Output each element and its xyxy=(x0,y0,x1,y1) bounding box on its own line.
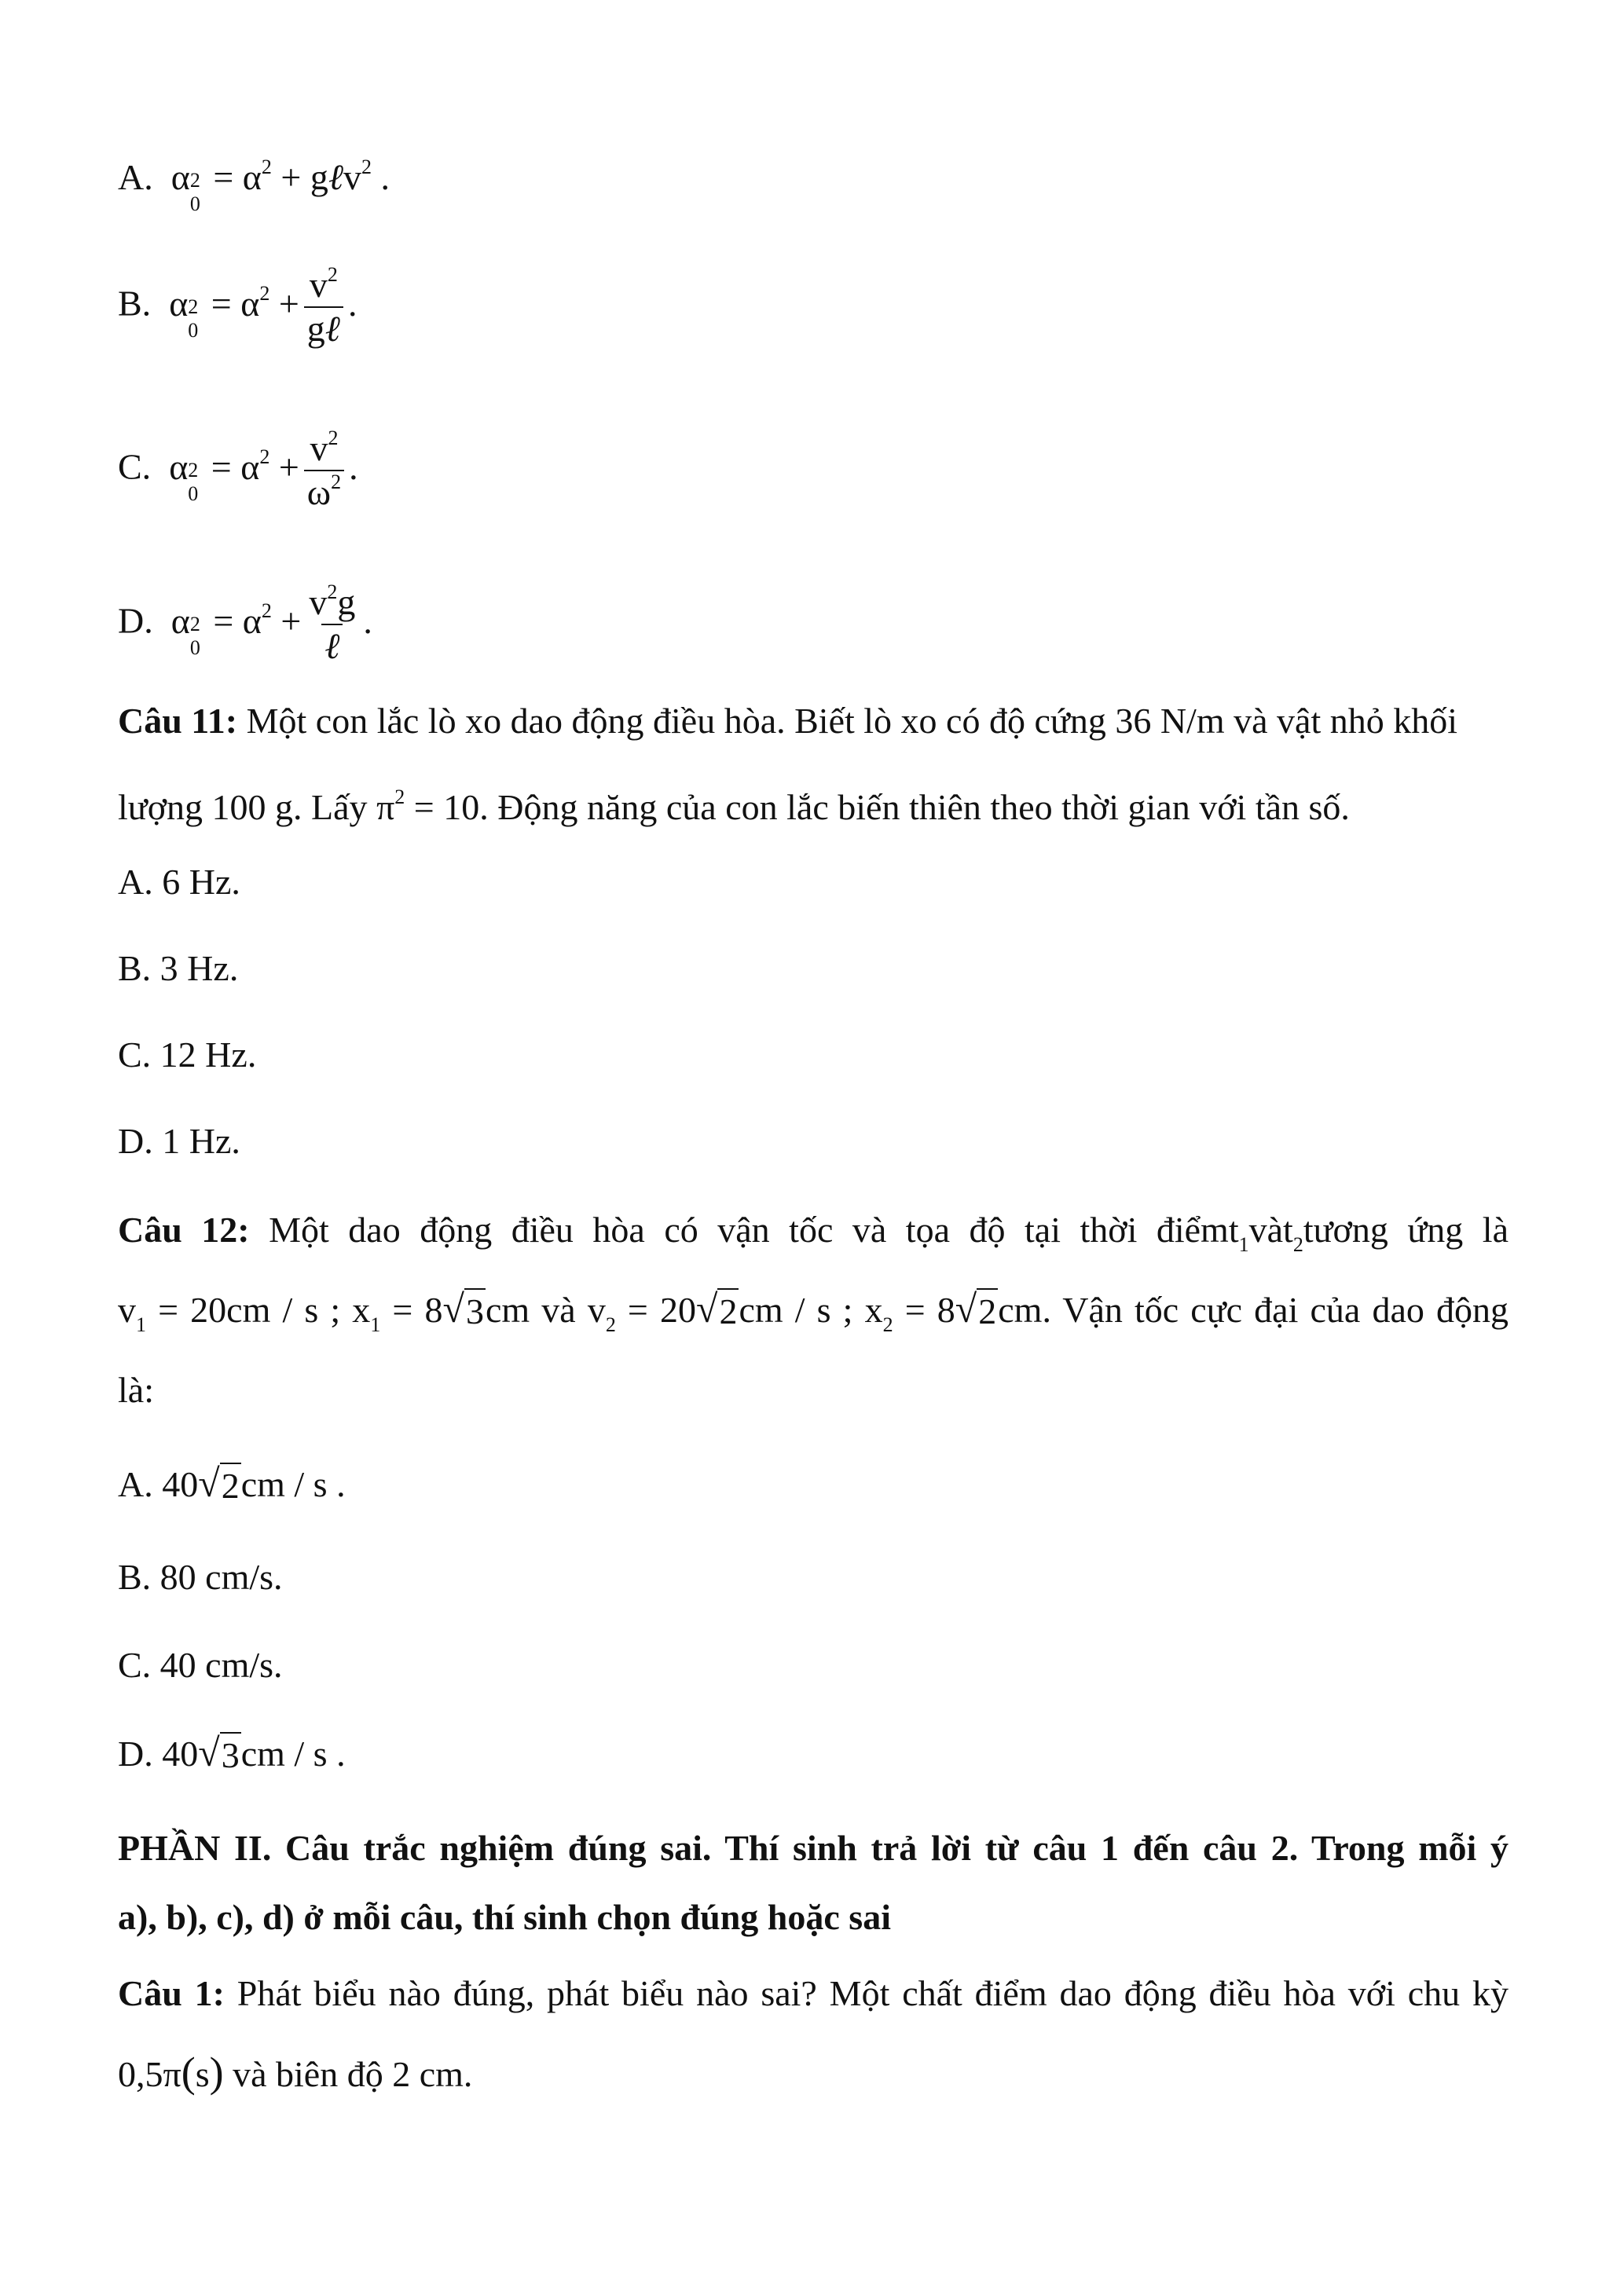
q10-option-d xyxy=(118,580,372,666)
q12-text-1b: và xyxy=(1248,1210,1284,1250)
q12-t2: $t_2$ xyxy=(1283,1210,1303,1256)
part2-heading-1: PHẦN II. Câu trắc nghiệm đúng sai. Thí sinh trả lời từ câu 1 đến câu 2. Trong mỗi ý xyxy=(118,1828,1509,1868)
option-label: D. xyxy=(118,1734,153,1774)
q12-label: Câu 12: xyxy=(118,1210,250,1250)
q12-formula-a: 40 √ 2 cm / s . xyxy=(162,1464,345,1504)
q10-option-a xyxy=(118,156,390,216)
q12-text-1c: tương ứng là xyxy=(1303,1210,1509,1250)
q11-text-2a: lượng 100 g. Lấy xyxy=(118,787,377,827)
q11-option-b: B. 3 Hz. xyxy=(118,948,239,988)
q10-option-b xyxy=(118,263,357,349)
q12-text-1a: Một dao động điều hòa có vận tốc và tọa độ tại thời điểm xyxy=(249,1210,1229,1250)
q12-line-2 xyxy=(118,1288,1509,1334)
part2-heading-2: a), b), c), d) ở mỗi câu, thí sinh chọn đúng hoặc sai xyxy=(118,1897,891,1937)
q12-formula-1: $v_1 = 20cm / s$ ; $x_1 = 8$ √ 3 cm xyxy=(118,1287,530,1336)
q11-option-a: A. 6 Hz. xyxy=(118,862,240,902)
part2-q1-line-2 xyxy=(118,2050,472,2096)
q12-line-3: là: xyxy=(118,1370,154,1410)
q12-line-1 xyxy=(118,1208,1509,1256)
option-label: D. xyxy=(118,600,153,641)
part2-q1-text-1: Phát biểu nào đúng, phát biểu nào sai? Một chất điểm dao động điều hòa với chu kỳ xyxy=(224,1973,1509,2013)
q12-formula-d: 40 √ 3 cm / s . xyxy=(162,1734,345,1774)
q12-text-2a: và xyxy=(530,1290,588,1330)
part2-q1-line-1 xyxy=(118,1972,1509,2016)
option-label: C. xyxy=(118,446,152,487)
q12-option-c: C. 40 cm/s. xyxy=(118,1645,283,1685)
formula-b: α 2 0 = $\alpha^2$ + $\frac{v^2}{\text{gℓ}}$ . xyxy=(159,263,357,349)
part2-q1-formula: 0,5π(s) xyxy=(118,2049,224,2096)
part2-q1-text-2: và biên độ 2 cm. xyxy=(223,2054,473,2094)
option-label: A. xyxy=(118,157,153,197)
formula-c: α 2 0 = $\alpha^2$ + $\frac{v^2}{\omega^2}$ . xyxy=(159,427,358,512)
option-label: B. xyxy=(118,283,152,324)
q11-line-2 xyxy=(118,785,1350,829)
q12-t1: $t_1$ xyxy=(1228,1210,1249,1256)
q11-label: Câu 11: xyxy=(118,701,238,741)
q12-option-d xyxy=(118,1732,346,1778)
option-label: A. xyxy=(118,1464,153,1504)
q12-text-2b: . Vận tốc cực đại của dao động xyxy=(1042,1290,1509,1330)
q12-option-b: B. 80 cm/s. xyxy=(118,1557,283,1597)
formula-d: α 2 0 = $\alpha^2$ + $\frac{v^2g}{\text{ℓ}}$ . xyxy=(162,580,372,666)
q11-option-d: D. 1 Hz. xyxy=(118,1121,240,1161)
formula-a: α 2 0 = $\alpha^2$ + gℓv$^2$ . xyxy=(162,156,390,216)
q10-option-c xyxy=(118,427,358,512)
q11-text-1: Một con lắc lò xo dao động điều hòa. Biết lò xo có độ cứng 36 N/m và vật nhỏ khối xyxy=(237,701,1457,741)
q12-formula-2: $v_2 = 20$ √ 2 cm / s ; $x_2 = 8$ √ 2 cm xyxy=(587,1287,1043,1336)
q11-option-c: C. 12 Hz. xyxy=(118,1034,257,1075)
q11-line-1 xyxy=(118,699,1457,743)
q11-formula: $\pi^2 = 10$ xyxy=(376,785,480,827)
part2-q1-label: Câu 1: xyxy=(118,1973,225,2013)
q12-option-a xyxy=(118,1463,346,1508)
q11-text-2b: . Động năng của con lắc biến thiên theo thời gian với tần số. xyxy=(479,787,1350,827)
